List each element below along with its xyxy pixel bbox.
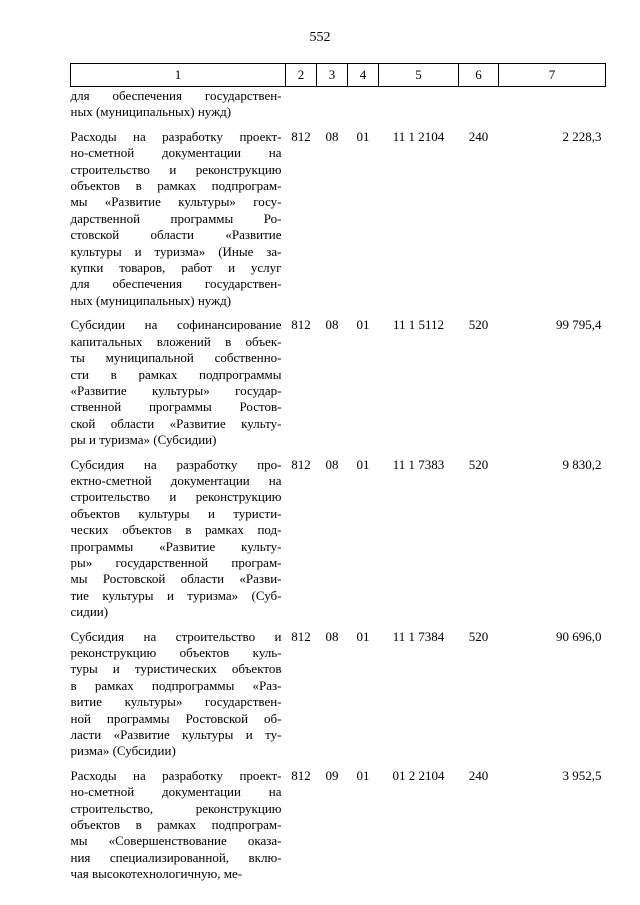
- cell-subsection: 01: [356, 128, 370, 144]
- row-description: [71, 449, 286, 621]
- column-header: 7: [499, 64, 606, 87]
- description-line: ной программы Ростовской об-: [70, 710, 282, 726]
- description-line: ской области «Развитие культу-: [70, 415, 282, 431]
- row-description: [71, 621, 286, 760]
- cell-expense-type: 240: [468, 767, 489, 783]
- row-description: [71, 87, 286, 121]
- description-line: Субсидии на софинансирование: [70, 317, 282, 333]
- description-line: ризма» (Субсидии): [70, 743, 176, 759]
- empty-cell: [317, 87, 348, 121]
- description-line: ры и туризма» (Субсидии): [70, 432, 217, 448]
- cell-subsection: 01: [356, 456, 370, 472]
- page-number: 552: [309, 30, 331, 45]
- cell-target-article: 11 1 7383: [392, 456, 445, 472]
- cell-section: 09: [325, 767, 339, 783]
- cell-expense-type: 520: [468, 456, 489, 472]
- cell-expense-type: 520: [468, 628, 489, 644]
- description-line: туры и туристических объектов: [70, 661, 282, 677]
- description-line: но-сметной документации на: [70, 784, 282, 800]
- cell-amount: 2 228,3: [562, 128, 602, 144]
- description-line: ственной программы Ростов-: [70, 399, 282, 415]
- cell-section: 08: [325, 456, 339, 472]
- description-line: программы «Развитие культу-: [70, 538, 282, 554]
- budget-table: [70, 63, 606, 883]
- description-line: сидии): [70, 604, 109, 620]
- description-line: ных (муниципальных) нужд): [70, 104, 232, 120]
- description-line: реконструкцию объектов куль-: [70, 645, 282, 660]
- cell-ministry: 812: [291, 128, 311, 144]
- description-line: дарственной программы Ро-: [70, 210, 282, 226]
- cell-amount: 90 696,0: [556, 628, 602, 644]
- column-header: 2: [286, 64, 317, 87]
- table-body: [71, 87, 606, 883]
- description-line: ных (муниципальных) нужд): [70, 292, 232, 308]
- cell-target-article: 11 1 2104: [392, 128, 445, 144]
- cell-section: 08: [325, 317, 339, 333]
- description-line: строительство и реконструкцию: [70, 161, 282, 177]
- description-line: строительство и реконструкцию: [70, 489, 282, 505]
- cell-amount: 9 830,2: [562, 456, 602, 472]
- description-line: в рамках подпрограммы «Раз-: [70, 677, 282, 693]
- cell-expense-type: 240: [468, 128, 489, 144]
- description-line: ния специализированной, вклю-: [70, 849, 282, 865]
- description-line: для обеспечения государствен-: [70, 88, 282, 103]
- empty-cell: [379, 87, 459, 121]
- description-line: Субсидия на строительство и: [70, 628, 282, 644]
- description-line: Субсидия на разработку про-: [70, 456, 282, 472]
- cell-amount: 99 795,4: [556, 317, 602, 333]
- table-row: [71, 760, 606, 883]
- cell-target-article: 01 2 2104: [392, 767, 445, 783]
- description-line: мы «Развитие культуры» госу-: [70, 194, 282, 210]
- description-line: объектов в рамках подпрограм-: [70, 817, 282, 833]
- description-line: строительство, реконструкцию: [70, 800, 282, 816]
- cell-section: 08: [325, 128, 339, 144]
- description-line: ры» государственной програм-: [70, 554, 282, 570]
- description-line: Расходы на разработку проект-: [70, 767, 282, 783]
- description-line: но-сметной документации на: [70, 145, 282, 161]
- description-line: объектов культуры и туристи-: [70, 505, 282, 521]
- empty-cell: [499, 87, 606, 121]
- description-line: купки товаров, работ и услуг: [70, 260, 282, 276]
- empty-cell: [286, 87, 317, 121]
- description-line: витие культуры» государствен-: [70, 694, 282, 710]
- description-line: ласти «Развитие культуры и ту-: [70, 727, 282, 743]
- description-line: мы «Совершенствование оказа-: [70, 833, 282, 849]
- row-description: [71, 309, 286, 448]
- empty-cell: [348, 87, 379, 121]
- row-description: [71, 760, 286, 883]
- table-row: [71, 309, 606, 448]
- cell-subsection: 01: [356, 628, 370, 644]
- column-header: 4: [348, 64, 379, 87]
- cell-ministry: 812: [291, 317, 311, 333]
- cell-subsection: 01: [356, 767, 370, 783]
- continuation-row: [71, 87, 606, 121]
- description-line: капитальных вложений в объек-: [70, 333, 282, 349]
- cell-amount: 3 952,5: [562, 767, 602, 783]
- description-line: для обеспечения государствен-: [70, 276, 282, 292]
- column-header: 6: [459, 64, 499, 87]
- description-line: стовской области «Развитие: [70, 227, 282, 243]
- description-line: тие культуры и туризма» (Суб-: [70, 587, 282, 603]
- description-line: ческих объектов в рамках под-: [70, 522, 282, 538]
- table-row: [71, 621, 606, 760]
- cell-expense-type: 520: [468, 317, 489, 333]
- description-line: сти в рамках подпрограммы: [70, 366, 282, 382]
- column-header: 5: [379, 64, 459, 87]
- column-header: 1: [71, 64, 286, 87]
- header-row: [71, 64, 606, 87]
- cell-section: 08: [325, 628, 339, 644]
- empty-cell: [459, 87, 499, 121]
- description-line: чая высокотехнологичную, ме-: [70, 866, 243, 882]
- description-line: объектов в рамках подпрограм-: [70, 178, 282, 194]
- cell-ministry: 812: [291, 456, 311, 472]
- description-line: ты муниципальной собственно-: [70, 350, 282, 366]
- cell-ministry: 812: [291, 628, 311, 644]
- table-row: [71, 449, 606, 621]
- description-line: мы Ростовской области «Разви-: [70, 571, 282, 587]
- cell-target-article: 11 1 7384: [392, 628, 445, 644]
- description-line: культуры и туризма» (Иные за-: [70, 243, 282, 259]
- row-description: [71, 121, 286, 309]
- cell-target-article: 11 1 5112: [392, 317, 445, 333]
- column-header: 3: [317, 64, 348, 87]
- description-line: Расходы на разработку проект-: [70, 128, 282, 144]
- description-line: ектно-сметной документации на: [70, 472, 282, 488]
- table-row: [71, 121, 606, 309]
- description-line: «Развитие культуры» государ-: [70, 382, 282, 398]
- cell-ministry: 812: [291, 767, 311, 783]
- cell-subsection: 01: [356, 317, 370, 333]
